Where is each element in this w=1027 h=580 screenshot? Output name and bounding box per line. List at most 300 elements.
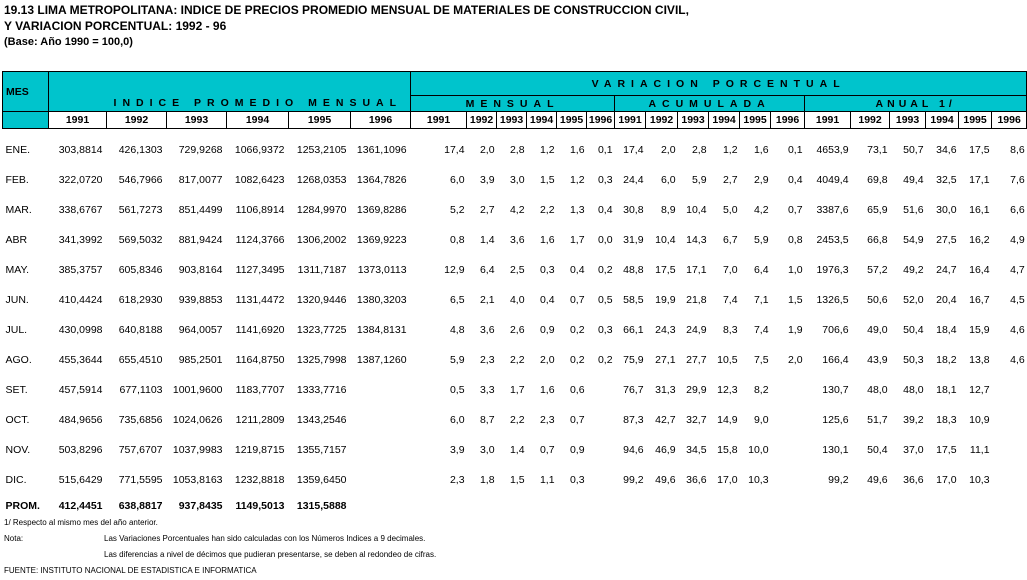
idx-cell: 1253,2105 xyxy=(296,143,347,156)
men-cell: 12,9 xyxy=(444,263,465,276)
anu-cell: 65,9 xyxy=(867,203,888,216)
acu-cell: 94,6 xyxy=(623,443,644,456)
idx-cell: 605,8346 xyxy=(118,263,163,276)
acu-cell: 66,1 xyxy=(623,323,644,336)
acu-cell: 5,9 xyxy=(753,233,769,246)
acu-cell: 42,7 xyxy=(655,413,676,426)
anu-cell: 51,7 xyxy=(867,413,888,426)
men-cell: 1,8 xyxy=(479,473,495,486)
month-label: ABR xyxy=(5,233,28,246)
anu-cell: 37,0 xyxy=(903,443,924,456)
acu-cell: 1,5 xyxy=(787,293,803,306)
acu-cell: 76,7 xyxy=(623,383,644,396)
idx-cell: 1106,8914 xyxy=(235,203,285,216)
month-label: AGO. xyxy=(5,353,32,366)
men-cell: 1,1 xyxy=(539,473,555,486)
anu-cell: 4,6 xyxy=(1010,323,1025,336)
idx-cell: 303,8814 xyxy=(58,143,103,156)
anu-cell xyxy=(992,435,1027,465)
anu-cell: 50,6 xyxy=(867,293,888,306)
mensual-header: MENSUAL xyxy=(411,96,615,112)
fuente: FUENTE: INSTITUTO NACIONAL DE ESTADISTICA E INFORMATICA xyxy=(4,566,257,575)
anu-cell: 125,6 xyxy=(822,413,849,426)
anu-cell: 18,1 xyxy=(936,383,957,396)
acu-cell: 48,8 xyxy=(623,263,644,276)
acu-cell: 24,9 xyxy=(686,323,707,336)
anu-cell: 16,2 xyxy=(969,233,990,246)
acu-cell: 8,3 xyxy=(722,323,738,336)
anu-cell: 4049,4 xyxy=(816,173,849,186)
month-label: OCT. xyxy=(5,413,30,426)
men-cell: 1,2 xyxy=(539,143,555,156)
idx-cell: 1369,8286 xyxy=(356,203,407,216)
acu-cell: 1,2 xyxy=(722,143,738,156)
men-cell: 3,9 xyxy=(479,173,495,186)
variacion-header: VARIACION PORCENTUAL xyxy=(411,72,1027,96)
men-cell: 0,2 xyxy=(597,263,613,276)
men-cell: 0,3 xyxy=(597,323,613,336)
men-cell: 0,3 xyxy=(539,263,555,276)
acu-cell: 36,6 xyxy=(686,473,707,486)
nota-1: Las Variaciones Porcentuales han sido calculadas con los Números Indices a 9 decimales. xyxy=(104,534,426,543)
men-cell: 3,9 xyxy=(449,443,465,456)
acu-cell: 9,0 xyxy=(753,413,769,426)
acu-cell: 14,3 xyxy=(686,233,707,246)
idx-cell: 1306,2002 xyxy=(296,233,347,246)
anu-cell: 130,1 xyxy=(822,443,849,456)
year-header: 1991 xyxy=(411,112,467,129)
title-line-1: 19.13 LIMA METROPOLITANA: INDICE DE PRECIOS PROMEDIO MENSUAL DE MATERIALES DE CONSTRUCCION CIVIL, xyxy=(4,3,689,17)
idx-cell: 939,8853 xyxy=(178,293,223,306)
idx-cell: 1361,1096 xyxy=(356,143,407,156)
men-cell: 1,4 xyxy=(479,233,495,246)
men-cell: 0,7 xyxy=(569,413,585,426)
idx-cell: 1359,6450 xyxy=(296,473,347,486)
idx-cell: 1369,9223 xyxy=(356,233,407,246)
indice-header-top xyxy=(49,72,411,96)
year-header: 1991 xyxy=(805,112,851,129)
acu-cell: 17,4 xyxy=(623,143,644,156)
men-cell: 3,3 xyxy=(479,383,495,396)
idx-cell xyxy=(351,375,411,405)
idx-cell: 410,4424 xyxy=(58,293,103,306)
year-header: 1996 xyxy=(992,112,1027,129)
men-cell: 3,6 xyxy=(479,323,495,336)
men-cell: 4,2 xyxy=(509,203,525,216)
idx-cell: 484,9656 xyxy=(58,413,103,426)
prom-cell: 1149,5013 xyxy=(235,499,285,512)
anu-cell: 16,4 xyxy=(969,263,990,276)
acu-cell: 14,9 xyxy=(717,413,738,426)
year-header: 1994 xyxy=(527,112,557,129)
acu-cell: 10,4 xyxy=(655,233,676,246)
idx-cell: 338,6767 xyxy=(58,203,103,216)
table-row xyxy=(3,315,1027,345)
anu-cell: 50,4 xyxy=(867,443,888,456)
prom-cell xyxy=(351,495,411,517)
men-cell: 4,8 xyxy=(449,323,465,336)
notes xyxy=(4,515,436,579)
table-row xyxy=(3,225,1027,255)
men-cell: 0,4 xyxy=(597,203,613,216)
acu-cell: 7,0 xyxy=(722,263,738,276)
anu-cell: 17,5 xyxy=(936,443,957,456)
idx-cell: 1232,8818 xyxy=(234,473,285,486)
men-cell: 0,7 xyxy=(539,443,555,456)
men-cell: 2,2 xyxy=(509,353,525,366)
acu-cell: 10,5 xyxy=(717,353,738,366)
indice-header: INDICE PROMEDIO MENSUAL xyxy=(49,96,411,112)
idx-cell: 851,4499 xyxy=(178,203,223,216)
idx-cell xyxy=(351,405,411,435)
acu-cell: 75,9 xyxy=(623,353,644,366)
anu-cell: 48,0 xyxy=(903,383,924,396)
year-header: 1993 xyxy=(890,112,926,129)
acu-cell: 0,4 xyxy=(787,173,803,186)
men-cell: 0,2 xyxy=(569,323,585,336)
year-header: 1992 xyxy=(851,112,890,129)
idx-cell xyxy=(351,465,411,495)
acu-cell: 87,3 xyxy=(623,413,644,426)
prom-label: PROM. xyxy=(5,499,40,512)
acu-cell: 49,6 xyxy=(655,473,676,486)
anu-cell xyxy=(992,465,1027,495)
idx-cell: 1124,3766 xyxy=(235,233,285,246)
men-cell: 5,2 xyxy=(449,203,465,216)
men-cell: 0,4 xyxy=(569,263,585,276)
document-title xyxy=(4,2,689,50)
anu-cell: 130,7 xyxy=(822,383,849,396)
men-cell: 1,7 xyxy=(509,383,525,396)
idx-cell: 903,8164 xyxy=(178,263,223,276)
anu-cell: 18,4 xyxy=(936,323,957,336)
anu-cell: 17,5 xyxy=(969,143,990,156)
idx-cell: 569,5032 xyxy=(118,233,163,246)
anu-cell: 54,9 xyxy=(903,233,924,246)
idx-cell: 1001,9600 xyxy=(172,383,223,396)
year-header: 1993 xyxy=(497,112,527,129)
acu-cell xyxy=(771,405,805,435)
men-cell: 5,9 xyxy=(449,353,465,366)
anu-cell: 4653,9 xyxy=(816,143,849,156)
year-header: 1991 xyxy=(49,112,107,129)
idx-cell: 757,6707 xyxy=(118,443,163,456)
men-cell: 1,5 xyxy=(509,473,525,486)
idx-cell: 1355,7157 xyxy=(296,443,347,456)
idx-cell: 1373,0113 xyxy=(357,263,407,276)
men-cell: 2,1 xyxy=(479,293,495,306)
acu-cell: 6,7 xyxy=(722,233,738,246)
idx-cell: 881,9424 xyxy=(178,233,223,246)
men-cell: 2,2 xyxy=(539,203,555,216)
year-header: 1995 xyxy=(289,112,351,129)
month-label: JUL. xyxy=(5,323,28,336)
table-row xyxy=(3,165,1027,195)
anu-cell: 34,6 xyxy=(936,143,957,156)
idx-cell: 1311,7187 xyxy=(297,263,347,276)
anu-cell: 6,6 xyxy=(1010,203,1025,216)
month-label: DIC. xyxy=(5,473,27,486)
table-row xyxy=(3,195,1027,225)
anu-cell: 16,7 xyxy=(969,293,990,306)
anu-cell: 69,8 xyxy=(867,173,888,186)
men-cell: 3,0 xyxy=(509,173,525,186)
acu-cell: 6,0 xyxy=(660,173,676,186)
table-row xyxy=(3,435,1027,465)
men-cell xyxy=(587,375,615,405)
acu-cell: 24,4 xyxy=(623,173,644,186)
idx-cell: 1320,9446 xyxy=(296,293,347,306)
acu-cell xyxy=(771,435,805,465)
anu-cell: 32,5 xyxy=(936,173,957,186)
men-cell: 0,2 xyxy=(597,353,613,366)
men-cell: 2,3 xyxy=(479,353,495,366)
anu-cell: 99,2 xyxy=(828,473,849,486)
anu-cell: 49,0 xyxy=(867,323,888,336)
idx-cell: 457,5914 xyxy=(58,383,103,396)
idx-cell: 385,3757 xyxy=(58,263,103,276)
idx-cell: 1066,9372 xyxy=(234,143,285,156)
table-row xyxy=(3,285,1027,315)
acu-cell: 4,2 xyxy=(753,203,769,216)
idx-cell: 1343,2546 xyxy=(296,413,347,426)
month-label: JUN. xyxy=(5,293,29,306)
year-header: 1995 xyxy=(959,112,992,129)
men-cell: 6,0 xyxy=(449,413,465,426)
idx-cell: 618,2930 xyxy=(118,293,163,306)
idx-cell: 341,3992 xyxy=(58,233,103,246)
anu-cell: 43,9 xyxy=(867,353,888,366)
men-cell: 0,8 xyxy=(449,233,465,246)
anu-cell: 1976,3 xyxy=(816,263,849,276)
men-cell: 0,5 xyxy=(449,383,465,396)
idx-cell: 1387,1260 xyxy=(356,353,407,366)
acu-cell: 0,8 xyxy=(787,233,803,246)
anu-cell: 16,1 xyxy=(969,203,990,216)
men-cell: 2,7 xyxy=(479,203,495,216)
anu-cell: 24,7 xyxy=(936,263,957,276)
men-cell: 1,6 xyxy=(539,233,555,246)
anu-cell: 57,2 xyxy=(867,263,888,276)
anu-cell: 20,4 xyxy=(936,293,957,306)
idx-cell: 515,6429 xyxy=(58,473,103,486)
acu-cell: 2,7 xyxy=(722,173,738,186)
acu-cell: 0,1 xyxy=(787,143,803,156)
men-cell: 1,6 xyxy=(569,143,585,156)
year-header: 1994 xyxy=(227,112,289,129)
anu-cell: 3387,6 xyxy=(816,203,849,216)
idx-cell: 735,6856 xyxy=(118,413,163,426)
acu-cell: 2,9 xyxy=(753,173,769,186)
men-cell xyxy=(587,465,615,495)
men-cell: 0,4 xyxy=(539,293,555,306)
mes-header-blank xyxy=(3,112,49,129)
acu-cell: 32,7 xyxy=(686,413,707,426)
year-header: 1996 xyxy=(351,112,411,129)
men-cell: 0,9 xyxy=(569,443,585,456)
acu-cell: 10,4 xyxy=(686,203,707,216)
idx-cell: 1384,8131 xyxy=(356,323,407,336)
anu-cell xyxy=(992,405,1027,435)
anu-cell: 50,4 xyxy=(903,323,924,336)
men-cell: 1,3 xyxy=(569,203,585,216)
idx-cell: 561,7273 xyxy=(118,203,163,216)
acu-cell: 27,1 xyxy=(655,353,676,366)
anu-cell: 18,2 xyxy=(936,353,957,366)
prom-cell: 638,8817 xyxy=(118,499,163,512)
idx-cell: 1164,8750 xyxy=(235,353,285,366)
nota-2: Las diferencias a nivel de décimos que pudieran presentarse, se deben al redondeo de cifras. xyxy=(104,550,437,559)
acu-cell: 7,4 xyxy=(753,323,769,336)
acu-cell xyxy=(771,465,805,495)
anu-cell: 30,0 xyxy=(936,203,957,216)
month-label: SET. xyxy=(5,383,28,396)
idx-cell: 1141,6920 xyxy=(235,323,285,336)
acu-cell: 5,0 xyxy=(722,203,738,216)
idx-cell: 546,7966 xyxy=(118,173,163,186)
anu-cell: 2453,5 xyxy=(816,233,849,246)
men-cell: 6,5 xyxy=(449,293,465,306)
year-header: 1994 xyxy=(709,112,740,129)
year-header: 1995 xyxy=(557,112,587,129)
anu-cell: 17,0 xyxy=(936,473,957,486)
anu-cell: 49,4 xyxy=(903,173,924,186)
anu-cell: 11,1 xyxy=(969,443,990,456)
table-row xyxy=(3,255,1027,285)
men-cell: 2,8 xyxy=(509,143,525,156)
idx-cell: 1082,6423 xyxy=(234,173,285,186)
acu-cell: 24,3 xyxy=(655,323,676,336)
idx-cell: 1127,3495 xyxy=(235,263,285,276)
idx-cell: 1325,7998 xyxy=(296,353,347,366)
men-cell: 2,0 xyxy=(539,353,555,366)
idx-cell: 430,0998 xyxy=(58,323,103,336)
anu-cell: 706,6 xyxy=(822,323,849,336)
men-cell: 8,7 xyxy=(479,413,495,426)
men-cell: 3,0 xyxy=(479,443,495,456)
acu-cell: 2,8 xyxy=(691,143,707,156)
acu-cell: 27,7 xyxy=(686,353,707,366)
prom-cell: 1315,5888 xyxy=(296,499,347,512)
year-header: 1992 xyxy=(107,112,167,129)
anu-cell xyxy=(992,375,1027,405)
men-cell: 6,4 xyxy=(479,263,495,276)
idx-cell: 322,0720 xyxy=(58,173,103,186)
anu-cell: 73,1 xyxy=(867,143,888,156)
men-cell: 0,3 xyxy=(569,473,585,486)
acu-cell: 99,2 xyxy=(623,473,644,486)
idx-cell: 964,0057 xyxy=(178,323,223,336)
acu-cell: 34,5 xyxy=(686,443,707,456)
men-cell: 2,5 xyxy=(509,263,525,276)
men-cell: 1,7 xyxy=(569,233,585,246)
anu-cell: 15,9 xyxy=(969,323,990,336)
acu-cell: 46,9 xyxy=(655,443,676,456)
year-header: 1991 xyxy=(615,112,646,129)
idx-cell: 1364,7826 xyxy=(356,173,407,186)
acu-cell: 6,4 xyxy=(753,263,769,276)
idx-cell: 503,8296 xyxy=(58,443,103,456)
acu-cell: 8,9 xyxy=(660,203,676,216)
idx-cell: 1183,7707 xyxy=(235,383,285,396)
month-label: ENE. xyxy=(5,143,31,156)
acu-cell: 5,9 xyxy=(691,173,707,186)
anu-cell: 50,7 xyxy=(903,143,924,156)
month-label: MAR. xyxy=(5,203,32,216)
anu-cell: 52,0 xyxy=(903,293,924,306)
prom-cell: 412,4451 xyxy=(58,499,103,512)
anual-header: ANUAL 1/ xyxy=(805,96,1027,112)
idx-cell: 640,8188 xyxy=(118,323,163,336)
anu-cell: 17,1 xyxy=(969,173,990,186)
idx-cell: 1131,4472 xyxy=(235,293,285,306)
table-row xyxy=(3,465,1027,495)
anu-cell: 36,6 xyxy=(903,473,924,486)
acu-cell: 7,4 xyxy=(722,293,738,306)
year-header: 1993 xyxy=(167,112,227,129)
table-row xyxy=(3,405,1027,435)
acu-cell: 31,9 xyxy=(623,233,644,246)
table-row xyxy=(3,345,1027,375)
men-cell: 2,6 xyxy=(509,323,525,336)
idx-cell: 655,4510 xyxy=(118,353,163,366)
acu-cell: 0,7 xyxy=(787,203,803,216)
anu-cell: 166,4 xyxy=(822,353,849,366)
acu-cell: 30,8 xyxy=(623,203,644,216)
anu-cell: 4,7 xyxy=(1010,263,1025,276)
idx-cell: 1211,2809 xyxy=(235,413,285,426)
idx-cell: 1037,9983 xyxy=(172,443,223,456)
anu-cell: 10,9 xyxy=(969,413,990,426)
prom-cell: 937,8435 xyxy=(178,499,223,512)
idx-cell: 1284,9970 xyxy=(296,203,347,216)
mes-header: MES xyxy=(3,72,49,112)
anu-cell: 48,0 xyxy=(867,383,888,396)
acu-cell: 29,9 xyxy=(686,383,707,396)
anu-cell: 66,8 xyxy=(867,233,888,246)
year-header: 1996 xyxy=(771,112,805,129)
idx-cell xyxy=(351,435,411,465)
acu-cell: 10,3 xyxy=(748,473,769,486)
acu-cell: 10,0 xyxy=(748,443,769,456)
anu-cell: 50,3 xyxy=(903,353,924,366)
acu-cell: 17,0 xyxy=(717,473,738,486)
year-header: 1992 xyxy=(646,112,678,129)
acumulada-header: ACUMULADA xyxy=(615,96,805,112)
anu-cell: 18,3 xyxy=(936,413,957,426)
acu-cell: 1,9 xyxy=(787,323,803,336)
men-cell: 0,2 xyxy=(569,353,585,366)
month-label: MAY. xyxy=(5,263,30,276)
men-cell: 1,2 xyxy=(569,173,585,186)
men-cell: 0,6 xyxy=(569,383,585,396)
idx-cell: 771,5595 xyxy=(118,473,163,486)
month-label: NOV. xyxy=(5,443,31,456)
idx-cell: 1219,8715 xyxy=(234,443,285,456)
idx-cell: 1323,7725 xyxy=(296,323,347,336)
month-label: FEB. xyxy=(5,173,29,186)
anu-cell: 4,5 xyxy=(1010,293,1025,306)
acu-cell: 15,8 xyxy=(717,443,738,456)
title-line-2: Y VARIACION PORCENTUAL: 1992 - 96 xyxy=(4,19,227,33)
men-cell: 2,0 xyxy=(479,143,495,156)
men-cell: 0,9 xyxy=(539,323,555,336)
anu-cell: 4,6 xyxy=(1010,353,1025,366)
average-row xyxy=(3,495,1027,517)
anu-cell: 1326,5 xyxy=(816,293,849,306)
men-cell: 0,3 xyxy=(597,173,613,186)
men-cell: 4,0 xyxy=(509,293,525,306)
